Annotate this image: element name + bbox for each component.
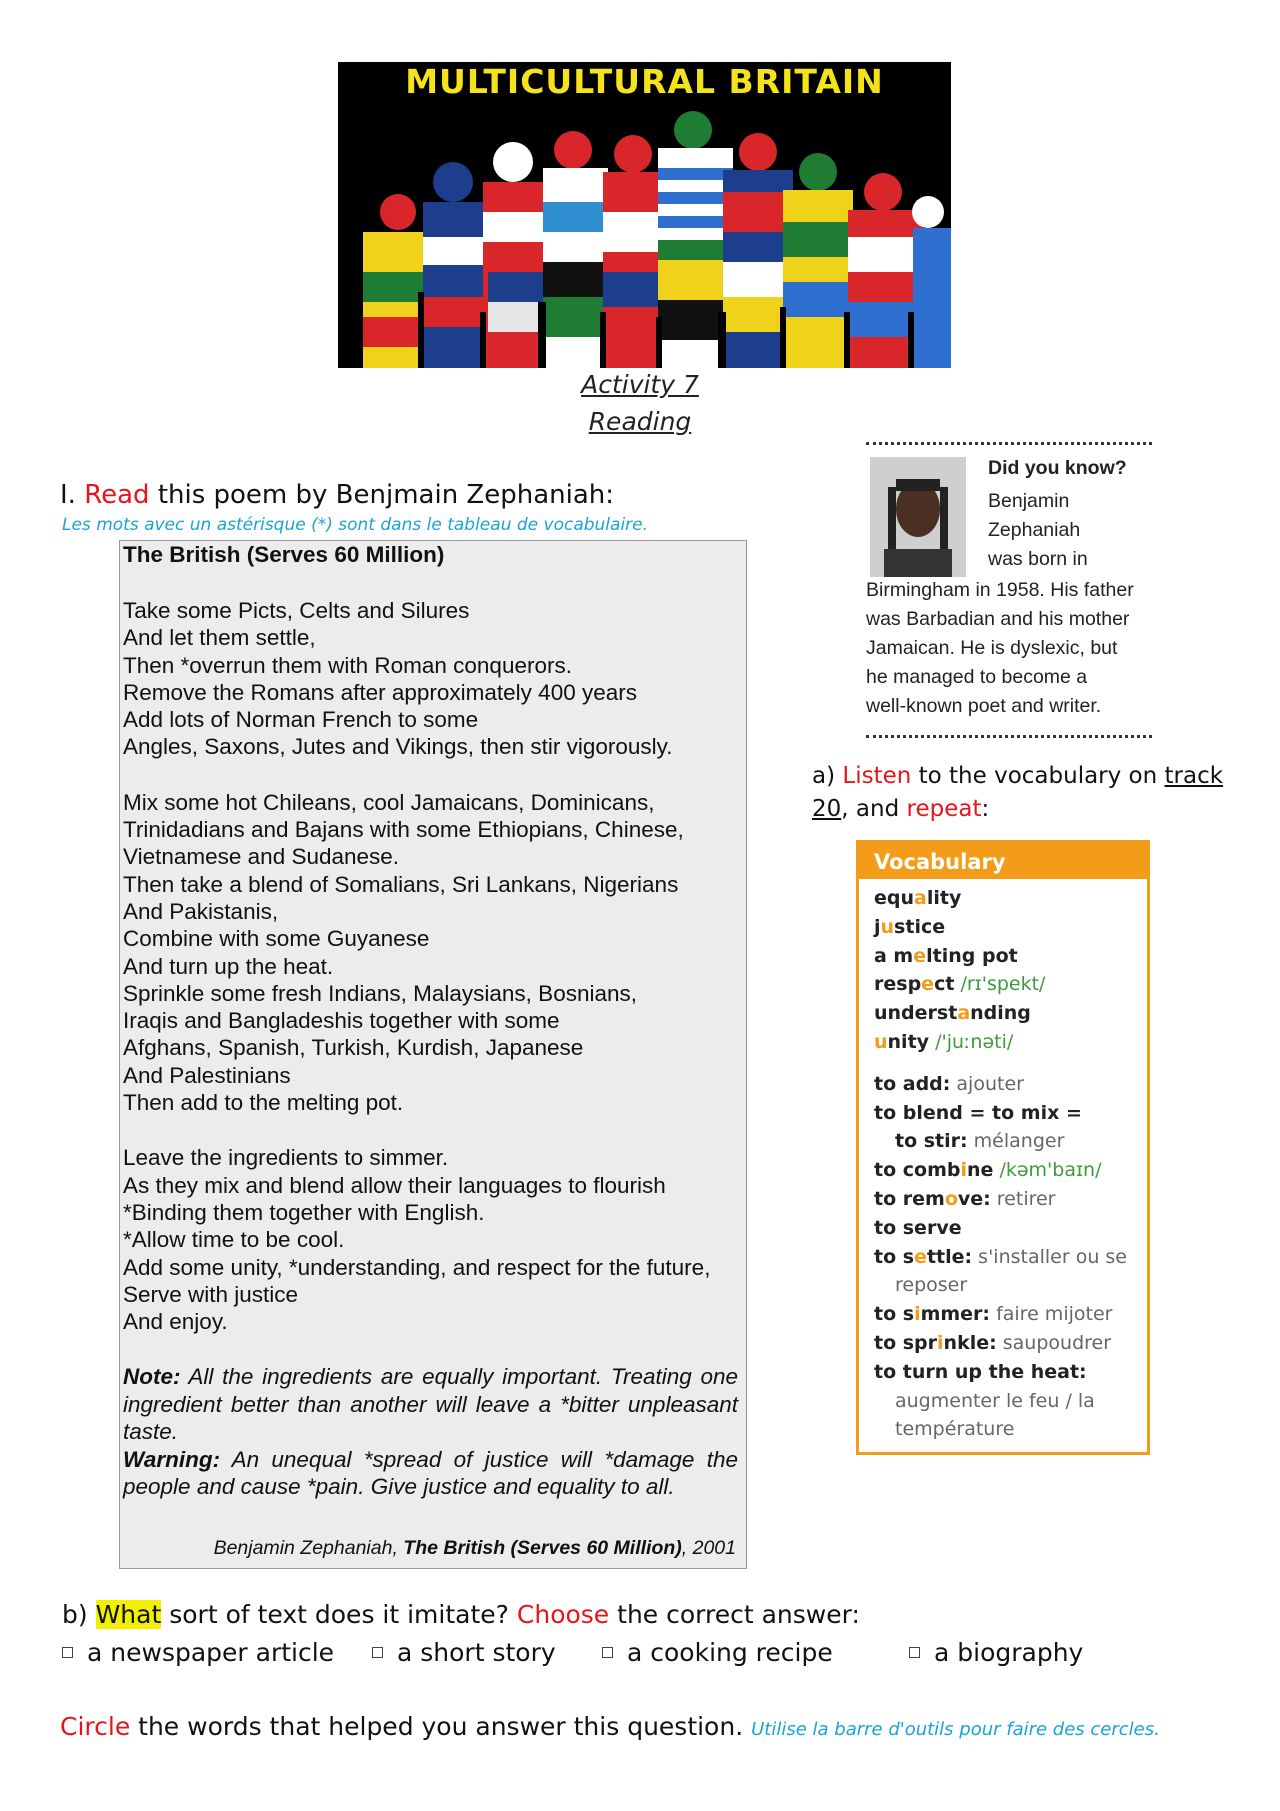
vocab-verb: to combine /kəm'baɪn/ xyxy=(874,1159,1102,1182)
banner-title: MULTICULTURAL BRITAIN xyxy=(405,62,884,101)
poem-line: And Palestinians xyxy=(123,1062,291,1088)
option-newspaper-article[interactable] xyxy=(62,1638,334,1667)
track-link[interactable]: track xyxy=(1164,763,1224,789)
choose-verb: Choose xyxy=(516,1600,610,1629)
poem-line: Then take a blend of Somalians, Sri Lankans, Nigerians xyxy=(123,871,679,897)
poem-line: Afghans, Spanish, Turkish, Kurdish, Japanese xyxy=(123,1035,584,1061)
did-you-know-text-bottom xyxy=(866,576,1156,721)
poem-box xyxy=(119,540,747,1569)
task-a-colon: : xyxy=(981,796,990,822)
task-b-question xyxy=(62,1600,860,1629)
poem-line: Trinidadians and Bajans with some Ethiopians, Chinese, xyxy=(123,817,684,843)
vocab-word: a melting pot xyxy=(874,944,1018,967)
dyk-line: Zephaniah xyxy=(988,519,1081,541)
poem-line: Angles, Saxons, Jutes and Vikings, then stir vigorously. xyxy=(123,734,673,760)
poem-line: Add lots of Norman French to some xyxy=(123,707,479,733)
vocab-verb: to simmer: faire mijoter xyxy=(874,1303,1113,1326)
circle-verb: Circle xyxy=(60,1712,131,1741)
banner-image xyxy=(338,62,951,368)
poem-note xyxy=(123,1363,746,1501)
checkbox-icon[interactable] xyxy=(372,1647,383,1658)
vocab-word: equality xyxy=(874,887,962,909)
poem-line: Take some Picts, Celts and Silures xyxy=(123,598,470,623)
task-a-label: a) xyxy=(812,763,836,789)
poem-line: *Allow time to be cool. xyxy=(123,1227,345,1253)
section-heading xyxy=(60,480,614,510)
poem-stanza-2 xyxy=(123,789,746,1117)
poem-line: Serve with justice xyxy=(123,1281,299,1307)
poem-line: And Pakistanis, xyxy=(123,898,279,924)
did-you-know-text-top xyxy=(988,487,1088,574)
poem-line: Then add to the melting pot. xyxy=(123,1090,404,1116)
poem-line: Mix some hot Chileans, cool Jamaicans, Dominicans, xyxy=(123,789,655,815)
did-you-know-box xyxy=(866,442,1152,738)
listen-verb: Listen xyxy=(842,763,912,789)
dyk-line: he managed to become a xyxy=(866,666,1088,688)
asterisk-note: Les mots avec un astérisque (*) sont dans le tableau de vocabulaire. xyxy=(62,515,649,535)
poem-stanza-1 xyxy=(123,597,746,761)
vocab-translation: reposer xyxy=(895,1274,968,1297)
dyk-line: Benjamin xyxy=(988,490,1070,512)
circle-text: the words that helped you answer this question. xyxy=(138,1712,744,1741)
vocabulary-list xyxy=(859,879,1147,1444)
poem-line: Combine with some Guyanese xyxy=(123,926,430,952)
vocab-verb: to stir: mélanger xyxy=(895,1130,1065,1153)
what-highlight: What xyxy=(95,1600,162,1629)
circle-note: Utilise la barre d'outils pour faire des cercles. xyxy=(751,1719,1160,1740)
poem-line: Sprinkle some fresh Indians, Malaysians, Bosnians, xyxy=(123,980,637,1006)
circle-instruction xyxy=(60,1712,1160,1741)
warning-label: Warning: xyxy=(123,1446,221,1472)
task-a-instruction xyxy=(812,760,1232,826)
vocabulary-header: Vocabulary xyxy=(859,843,1147,879)
poem-line: Iraqis and Bangladeshis together with some xyxy=(123,1008,560,1034)
vocab-word: understanding xyxy=(874,1002,1031,1025)
vocab-word: justice xyxy=(874,915,946,938)
credit-year: , 2001 xyxy=(681,1537,736,1559)
poem-line: And let them settle, xyxy=(123,625,316,651)
option-short-story[interactable] xyxy=(372,1638,556,1667)
flag-people-illustration xyxy=(338,62,951,368)
vocab-word: respect /rɪ'spekt/ xyxy=(874,973,1046,996)
checkbox-icon[interactable] xyxy=(909,1647,920,1658)
task-b-text: the correct answer: xyxy=(617,1600,860,1629)
vocab-verb: to turn up the heat: xyxy=(874,1360,1087,1383)
credit-title: The British (Serves 60 Million) xyxy=(403,1537,682,1559)
poem-line: Remove the Romans after approximately 400 years xyxy=(123,679,637,705)
author-portrait-icon xyxy=(870,457,966,577)
vocab-verb: to settle: s'installer ou se xyxy=(874,1245,1127,1268)
section-number: I. xyxy=(60,480,76,510)
section-heading-text: this poem by Benjmain Zephaniah: xyxy=(157,480,615,510)
vocab-verb: to sprinkle: saupoudrer xyxy=(874,1331,1112,1354)
dyk-line: Birmingham in 1958. His father xyxy=(866,579,1134,601)
task-a-text: , and xyxy=(841,796,900,822)
poem-line: Leave the ingredients to simmer. xyxy=(123,1145,449,1171)
poem-line: Vietnamese and Sudanese. xyxy=(123,844,400,870)
activity-subtitle: Reading xyxy=(588,407,692,436)
author-photo xyxy=(870,457,966,577)
vocab-word: unity /'juːnəti/ xyxy=(874,1030,1014,1053)
track-number-link[interactable]: 20 xyxy=(812,796,842,822)
option-cooking-recipe[interactable] xyxy=(602,1638,833,1667)
task-a-text: to the vocabulary on xyxy=(918,763,1158,789)
poem-line: And enjoy. xyxy=(123,1309,228,1335)
checkbox-icon[interactable] xyxy=(602,1647,613,1658)
poem-credit xyxy=(214,1537,736,1560)
warning-text: An unequal *spread of justice will *damage the people and cause *pain. Give justice and equality to all. xyxy=(123,1446,738,1500)
note-label: Note: xyxy=(123,1364,181,1390)
poem-line: As they mix and blend allow their languages to flourish xyxy=(123,1172,666,1198)
did-you-know-title: Did you know? xyxy=(988,457,1127,479)
repeat-verb: repeat xyxy=(906,796,982,822)
poem-line: Add some unity, *understanding, and respect for the future, xyxy=(123,1254,711,1280)
poem-line: *Binding them together with English. xyxy=(123,1199,485,1225)
vocab-verb: to blend = to mix = xyxy=(874,1101,1082,1124)
poem-title: The British (Serves 60 Million) xyxy=(123,542,445,567)
vocabulary-box xyxy=(856,840,1150,1455)
option-biography[interactable] xyxy=(909,1638,1083,1667)
read-verb: Read xyxy=(84,480,150,510)
note-text: All the ingredients are equally important. Treating one ingredient better than another will leave a *bitter unpleasant taste. xyxy=(123,1364,739,1445)
task-b-label: b) xyxy=(62,1600,88,1629)
poem-line: Then *overrun them with Roman conquerors. xyxy=(123,652,572,678)
option-label: a newspaper article xyxy=(87,1638,335,1667)
poem-line: And turn up the heat. xyxy=(123,953,334,979)
credit-author: Benjamin Zephaniah, xyxy=(213,1537,398,1559)
dyk-line: was Barbadian and his mother xyxy=(866,608,1130,630)
dyk-line: was born in xyxy=(988,548,1088,570)
vocab-translation: température xyxy=(895,1418,1015,1441)
option-label: a biography xyxy=(934,1638,1084,1667)
task-b-text: sort of text does it imitate? xyxy=(169,1600,509,1629)
vocab-verb: to add: ajouter xyxy=(874,1072,1024,1095)
option-label: a cooking recipe xyxy=(627,1638,833,1667)
dyk-line: Jamaican. He is dyslexic, but xyxy=(866,637,1118,659)
dyk-line: well-known poet and writer. xyxy=(866,695,1102,717)
option-label: a short story xyxy=(397,1638,556,1667)
checkbox-icon[interactable] xyxy=(62,1647,73,1658)
vocab-verb: to remove: retirer xyxy=(874,1187,1056,1210)
activity-title: Activity 7 xyxy=(581,370,699,399)
vocab-translation: augmenter le feu / la xyxy=(895,1389,1095,1412)
vocab-verb: to serve xyxy=(874,1216,962,1239)
poem-stanza-3 xyxy=(123,1144,746,1335)
